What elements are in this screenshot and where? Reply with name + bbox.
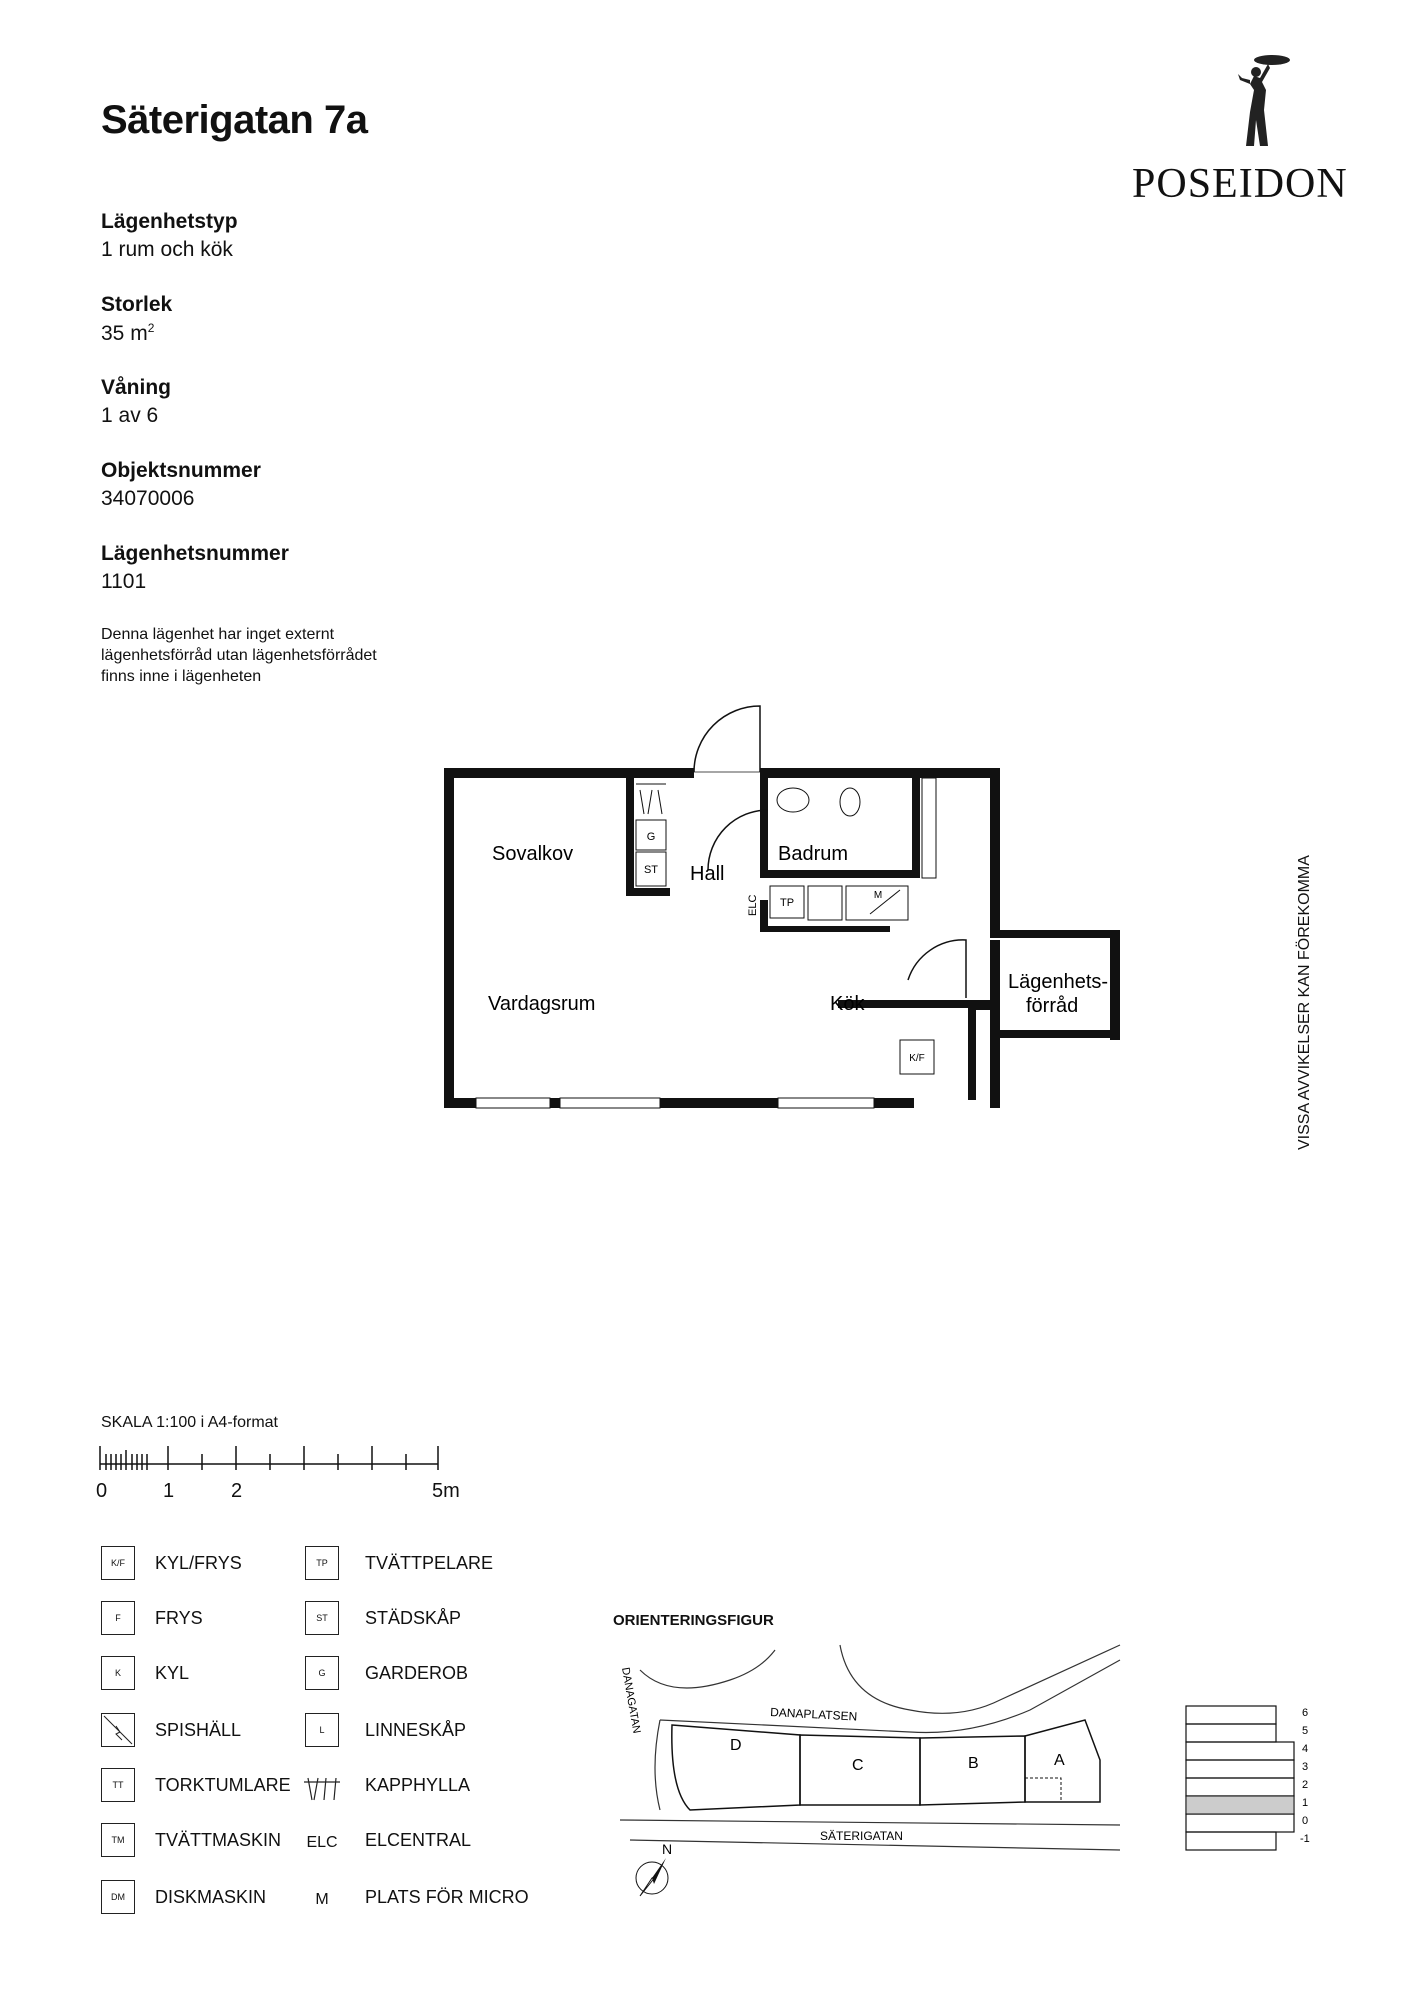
street-danagatan: DANAGATAN [619, 1666, 643, 1735]
legend-text-spishall: SPISHÄLL [155, 1720, 242, 1740]
orientation-title: ORIENTERINGSFIGUR [613, 1612, 774, 1629]
poseidon-statue-icon [1210, 50, 1300, 150]
building-d: D [730, 1737, 742, 1754]
room-hall: Hall [690, 863, 725, 885]
highlight-building-part [1025, 1778, 1061, 1802]
floor-label-minus1: -1 [1300, 1833, 1310, 1845]
legend-text-kf: KYL/FRYS [155, 1553, 242, 1573]
legend-text-tp: TVÄTTPELARE [365, 1553, 494, 1573]
floor-stack [1180, 1700, 1320, 1860]
street-saterigatan: SÄTERIGATAN [820, 1829, 903, 1843]
size-value: 35 m [101, 322, 148, 345]
info-label-size: Storlek [101, 293, 173, 316]
floor-label-2: 2 [1302, 1779, 1309, 1791]
note-line: Denna lägenhet har inget externt [101, 626, 335, 643]
fixture-st: ST [643, 864, 659, 876]
note-line: lägenhetsförråd utan lägenhetsförrådet [101, 647, 377, 664]
fixture-tp: TP [779, 897, 795, 909]
fixture-elc: ELC [747, 894, 759, 916]
coat-rack-icon [302, 1768, 342, 1802]
legend-code-tt: TT [101, 1768, 135, 1802]
building-a: A [1054, 1752, 1065, 1769]
floor-label-4: 4 [1302, 1743, 1309, 1755]
legend-text-kapphylla: KAPPHYLLA [365, 1775, 471, 1795]
room-vardagsrum: Vardagsrum [488, 993, 596, 1015]
scale-bar [98, 1440, 448, 1476]
north-label: N [662, 1841, 673, 1857]
fixture-m: M [873, 890, 883, 901]
legend-text-tt: TORKTUMLARE [155, 1775, 291, 1795]
legend-code-elc: ELC [306, 1834, 338, 1851]
floor-label-1: 1 [1302, 1797, 1309, 1809]
legend-text-g: GARDEROB [365, 1663, 469, 1683]
building-c: C [852, 1757, 864, 1774]
room-kok: Kök [830, 993, 865, 1015]
logo-text: POSEIDON [1132, 161, 1348, 207]
scale-tick-5m: 5m [432, 1480, 460, 1502]
floor-plan [430, 690, 1120, 1130]
disclaimer [1296, 850, 1326, 1150]
legend-code-f: F [101, 1601, 135, 1635]
page-title: Säterigatan 7a [101, 98, 368, 142]
info-label-floor: Våning [101, 376, 172, 399]
info-value-type: 1 rum och kök [101, 238, 233, 261]
fixture-kf: K/F [909, 1053, 925, 1064]
building-b: B [968, 1755, 979, 1772]
orientation-map [610, 1640, 1130, 1900]
legend-code-g: G [305, 1656, 339, 1690]
room-badrum: Badrum [778, 843, 849, 865]
room-sovalkov: Sovalkov [492, 843, 574, 865]
legend-text-k: KYL [155, 1663, 190, 1683]
buildings [672, 1720, 1100, 1810]
fixture-g: G [646, 831, 656, 843]
scale-label: SKALA 1:100 i A4-format [101, 1414, 278, 1431]
info-value-floor: 1 av 6 [101, 404, 159, 427]
disclaimer-text: VISSA AVVIKELSER KAN FÖREKOMMA [1296, 855, 1313, 1150]
info-value-size [101, 321, 154, 346]
info-label-type: Lägenhetstyp [101, 210, 238, 233]
street-danaplatsen: DANAPLATSEN [769, 1705, 858, 1724]
room-forrad-line1: Lägenhets- [1008, 971, 1109, 993]
legend-text-st: STÄDSKÅP [365, 1608, 462, 1628]
north-arrow-icon [636, 1858, 668, 1896]
scale-tick-0: 0 [96, 1480, 108, 1502]
legend-text-dm: DISKMASKIN [155, 1887, 267, 1907]
size-unit-sup: 2 [147, 321, 155, 335]
scale-tick-1: 1 [163, 1480, 175, 1502]
legend-code-st: ST [305, 1601, 339, 1635]
legend-text-elc: ELCENTRAL [365, 1830, 472, 1850]
storage-note [101, 624, 431, 687]
legend-code-tm: TM [101, 1823, 135, 1857]
floor-label-3: 3 [1302, 1761, 1309, 1773]
room-forrad-line2: förråd [1026, 995, 1079, 1017]
legend-code-tp: TP [305, 1546, 339, 1580]
legend-text-m: PLATS FÖR MICRO [365, 1887, 529, 1907]
legend-text-l: LINNESKÅP [365, 1720, 467, 1740]
info-label-apartment: Lägenhetsnummer [101, 542, 289, 565]
stove-icon [101, 1713, 135, 1747]
legend-text-f: FRYS [155, 1608, 203, 1628]
legend-code-dm: DM [101, 1880, 135, 1914]
current-floor-marker [1186, 1796, 1294, 1814]
legend-code-m: M [315, 1891, 329, 1908]
legend-code-kf: K/F [101, 1546, 135, 1580]
info-value-apartment: 1101 [101, 570, 147, 593]
note-line: finns inne i lägenheten [101, 668, 262, 685]
floor-label-6: 6 [1302, 1707, 1309, 1719]
legend-code-k: K [101, 1656, 135, 1690]
info-label-object: Objektsnummer [101, 459, 261, 482]
walls [444, 768, 1120, 1108]
floor-label-5: 5 [1302, 1725, 1309, 1737]
floor-label-0: 0 [1302, 1815, 1309, 1827]
info-value-object: 34070006 [101, 487, 195, 510]
legend-text-tm: TVÄTTMASKIN [155, 1830, 282, 1850]
scale-tick-2: 2 [231, 1480, 243, 1502]
legend-code-l: L [305, 1713, 339, 1747]
